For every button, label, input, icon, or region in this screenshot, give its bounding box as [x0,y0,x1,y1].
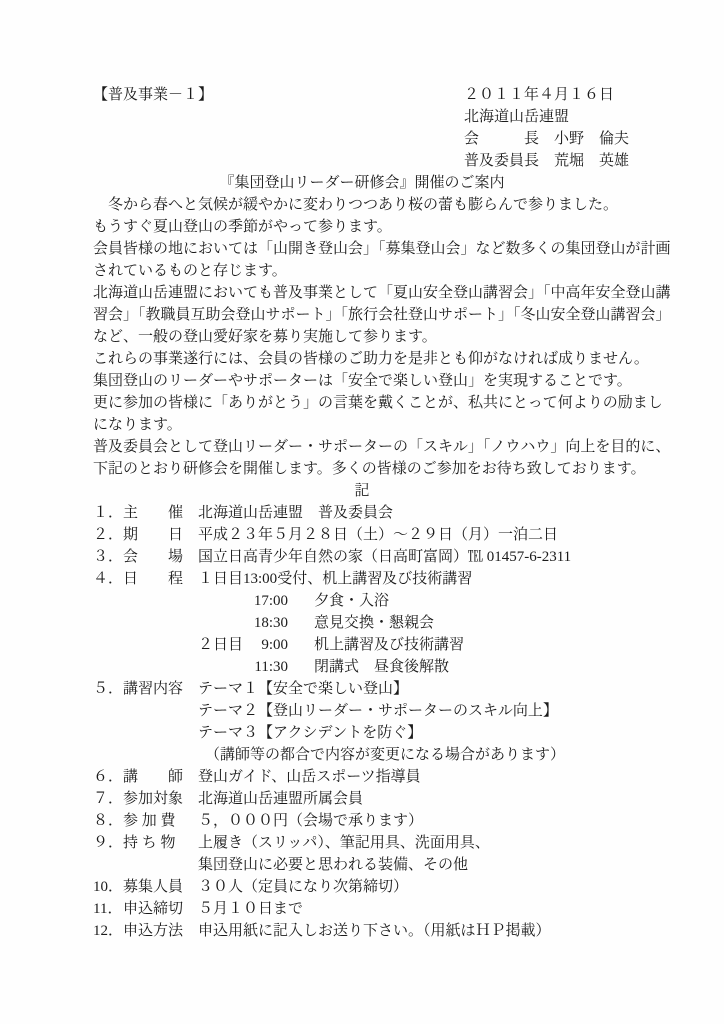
record-marker: 記 [354,483,370,499]
body-line: 冬から春へと気候が緩やかに変わりつつあり桜の蕾も膨らんで参りました。 [93,197,619,213]
signatory-row [464,128,631,150]
document-title: 『集団登山リーダー研修会』開催のご案内 [219,175,505,191]
theme-line: テーマ１【安全で楽しい登山】 [198,681,409,697]
schedule-day [198,612,248,634]
item-value: 登山ガイド、山岳スポーツ指導員 [198,769,421,785]
item-label: 主 催 [123,505,184,521]
item-value: 北海道山岳連盟所属会員 [198,791,364,807]
list-item-11 [93,898,631,920]
schedule-time: 18:30 [253,615,288,631]
schedule-time: 11:30 [254,659,288,675]
theme-line: テーマ３【アクシデントを防ぐ】 [198,725,423,741]
item-label: 申込締切 [123,901,184,917]
item-number: ２． [93,527,124,543]
signatory-role: 普及委員長 [464,153,540,169]
item-value: ５月１０日まで [198,901,304,917]
item-label: 講 師 [123,769,184,785]
schedule-activity: 机上講習及び技術講習 [314,637,465,653]
item-number: ６． [93,769,124,785]
body-line: もうすぐ夏山登山の季節がやって参ります。 [93,219,392,235]
list-item-2 [93,524,631,546]
schedule-time: 9:00 [261,637,288,653]
item-number: 11． [93,901,123,917]
item-value: ５，０００円（会場で承ります） [198,813,424,829]
list-item-10 [93,876,631,898]
item-label: 申込方法 [123,923,184,939]
signatory-role: 会 長 [464,131,540,147]
item-number: ９． [93,835,124,851]
body-line: 普及委員会として登山リーダー・サポーターの「スキル」「ノウハウ」向上を目的に、 [93,439,671,455]
schedule-activity: 閉講式 昼食後解散 [314,659,450,675]
schedule-day: １日目 [198,571,244,587]
list-item-6 [93,766,631,788]
classification-tag: 【普及事業－１】 [93,87,214,103]
schedule-row [93,612,631,634]
schedule-day [198,590,248,612]
list-item-12 [93,920,631,942]
schedule-row [93,656,631,678]
document-date: ２０１１年４月１６日 [464,87,615,103]
schedule-activity: 受付、机上講習及び技術講習 [277,571,473,587]
note-line: （講師等の都合で内容が変更になる場合があります） [205,747,566,763]
schedule-row [93,634,631,656]
schedule-activity: 夕食・入浴 [314,593,390,609]
body-line: これらの事業遂行には、会員の皆様のご助力を是非とも仰がなければ成りません。 [93,351,649,367]
schedule-time: 13:00 [243,571,278,587]
signatory-row [464,150,631,172]
body-line: されているものと存じます。 [93,263,287,279]
item-value: ３０人（定員になり次第締切） [198,879,409,895]
item-label: 期 日 [123,527,184,543]
item-label: 参 加 費 [123,813,176,829]
list-item-7 [93,788,631,810]
list-item-4 [93,568,631,590]
item-number: ５． [93,681,124,697]
item-number: 12． [93,923,124,939]
body-line: 更に参加の皆様に「ありがとう」の言葉を戴くことが、私共にとって何よりの励まし [93,395,663,411]
item-number: 10． [93,879,124,895]
item-value: 上履き（スリッパ）、筆記用具、洗面用具、 [198,835,490,851]
schedule-activity: 意見交換・懇親会 [314,615,435,631]
theme-line: テーマ２【登山リーダー・サポーターのスキル向上】 [198,703,558,719]
item-number: ４． [93,571,124,587]
item-label: 会 場 [123,549,184,565]
schedule-day: ２日目 [198,637,244,653]
list-item-8 [93,810,631,832]
body-line: 集団登山のリーダーやサポーターは「安全で楽しい登山」を実現することです。 [93,373,632,389]
body-line: 会員皆様の地においては「山開き登山会」「募集登山会」など数多くの集団登山が計画 [93,241,671,257]
item-number: ３． [93,549,124,565]
body-line: 北海道山岳連盟においても普及事業として「夏山安全登山講習会」「中高年安全登山講 [93,285,671,301]
item-number: ８． [93,813,124,829]
body-line: 習会」「教職員互助会登山サポート」「旅行会社登山サポート」「冬山安全登山講習会」 [93,307,671,323]
schedule-time: 17:00 [253,593,288,609]
list-item-1 [93,502,631,524]
list-item-5 [93,678,631,700]
item-label: 持 ち 物 [123,835,176,851]
item-value: 申込用紙に記入しお送り下さい。（用紙はＨＰ掲載） [198,923,551,939]
item-number: １． [93,505,124,521]
item-label: 講習内容 [123,681,184,697]
schedule-day [198,656,248,678]
body-line: など、一般の登山愛好家を募り実施して参ります。 [93,329,437,345]
item-value: 北海道山岳連盟 普及委員会 [198,505,394,521]
body-line: になります。 [93,417,182,433]
signatory-name: 小野 倫夫 [554,131,630,147]
item-label: 募集人員 [123,879,184,895]
signatory-name: 荒堀 英雄 [554,153,630,169]
item-label: 日 程 [123,571,184,587]
item-number: ７． [93,791,124,807]
header-row [93,84,631,106]
body-line: 下記のとおり研修会を開催します。多くの皆様のご参加をお待ち致しております。 [93,461,646,477]
item-continuation: 集団登山に必要と思われる装備、その他 [198,857,469,873]
organization-name: 北海道山岳連盟 [464,109,570,125]
list-item-9 [93,832,631,854]
item-value: 平成２３年５月２８日（土）～２９日（月）一泊二日 [198,527,559,543]
list-item-3 [93,546,631,568]
schedule-row [93,590,631,612]
item-value: 国立日高青少年自然の家（日高町富岡）℡ 01457-6-2311 [198,549,572,565]
item-label: 参加対象 [123,791,184,807]
